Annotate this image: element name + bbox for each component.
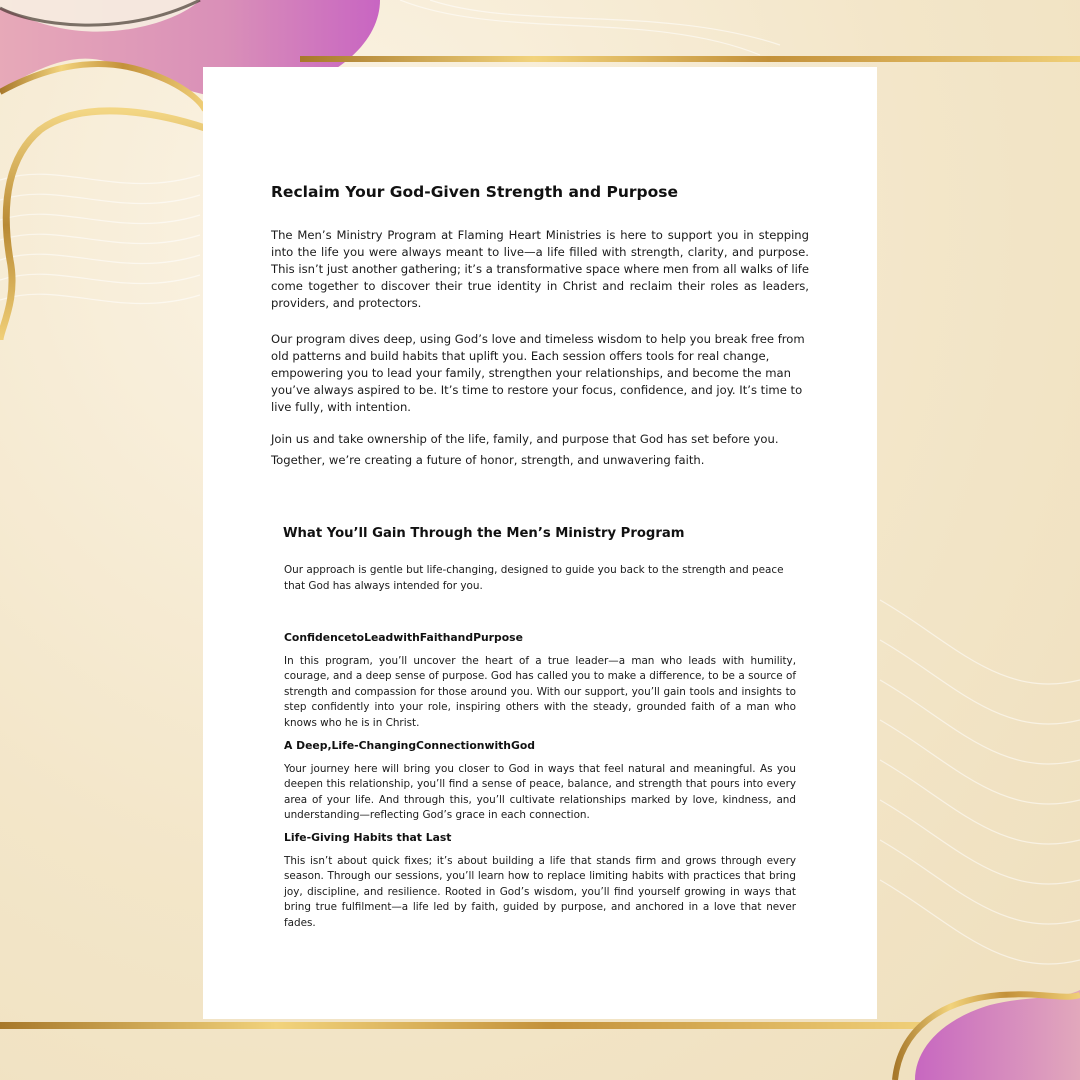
paragraph-intro: The Men’s Ministry Program at Flaming Heart Ministries is here to support you in stepping into the life you were always meant to live—a life filled with strength, clarity, and purpose. This isn’t just another gathering; it’s a transformative space where men from all walks of life come together to discover their true identity in Christ and reclaim their roles as leaders, providers, and protectors.: [271, 228, 810, 310]
paragraph-program: Our program dives deep, using God’s love and timeless wisdom to help you break free from old patterns and build habits that uplift you. Each session offers tools for real change, empowering you to lead your family, strengthen your relationships, and become the man you’ve always aspired to be. It’s time to restore your focus, confidence, and joy. It’s time to live fully, with intention.: [271, 332, 805, 414]
pink-swirl-bottom-right: [915, 990, 1080, 1080]
benefit-heading: A Deep,Life-ChangingConnectionwithGod: [284, 739, 535, 752]
benefit-text: In this program, you’ll uncover the heart of a true leader—a man who leads with humility, courage, and a deep sense of purpose. God has called you to make a difference, to be a source of strength and compassion for those around you. With our support, you’ll gain tools and insights to step confidently into your role, inspiring others with the steady, grounded faith of a man who knows who he is in Christ.: [284, 655, 796, 729]
benefit-text: This isn’t about quick fixes; it’s about building a life that stands firm and grows through every season. Through our sessions, you’ll learn how to replace limiting habits with practices that bring joy, discipline, and resilience. Rooted in God’s wisdom, you’ll find yourself growing in ways that bring true fulfilment—a life led by faith, guided by purpose, and anchored in a love that never fades.: [284, 855, 796, 929]
section-title: What You’ll Gain Through the Men’s Ministry Program: [283, 526, 685, 541]
benefit-heading: Life-Giving Habits that Last: [284, 831, 452, 844]
gold-band-bottom: [0, 1022, 920, 1029]
document-page: [203, 67, 877, 1019]
benefit-heading: ConfidencetoLeadwithFaithandPurpose: [284, 631, 523, 644]
gold-band-top: [300, 56, 1080, 62]
page-title: Reclaim Your God-Given Strength and Purpose: [271, 183, 678, 201]
section-intro: Our approach is gentle but life-changing, designed to guide you back to the strength and peace that God has always intended for you.: [284, 564, 784, 592]
gold-swirl-left: [0, 111, 205, 340]
paragraph-join: Join us and take ownership of the life, family, and purpose that God has set before you. Together, we’re creating a future of honor, strength, and unwavering faith.: [271, 432, 779, 467]
benefit-text: Your journey here will bring you closer to God in ways that feel natural and meaningful. As you deepen this relationship, you’ll find a sense of peace, balance, and strength that pours into every area of your life. And through this, you’ll cultivate relationships marked by love, kindness, and understanding—reflecting God’s grace in each connection.: [284, 763, 796, 822]
